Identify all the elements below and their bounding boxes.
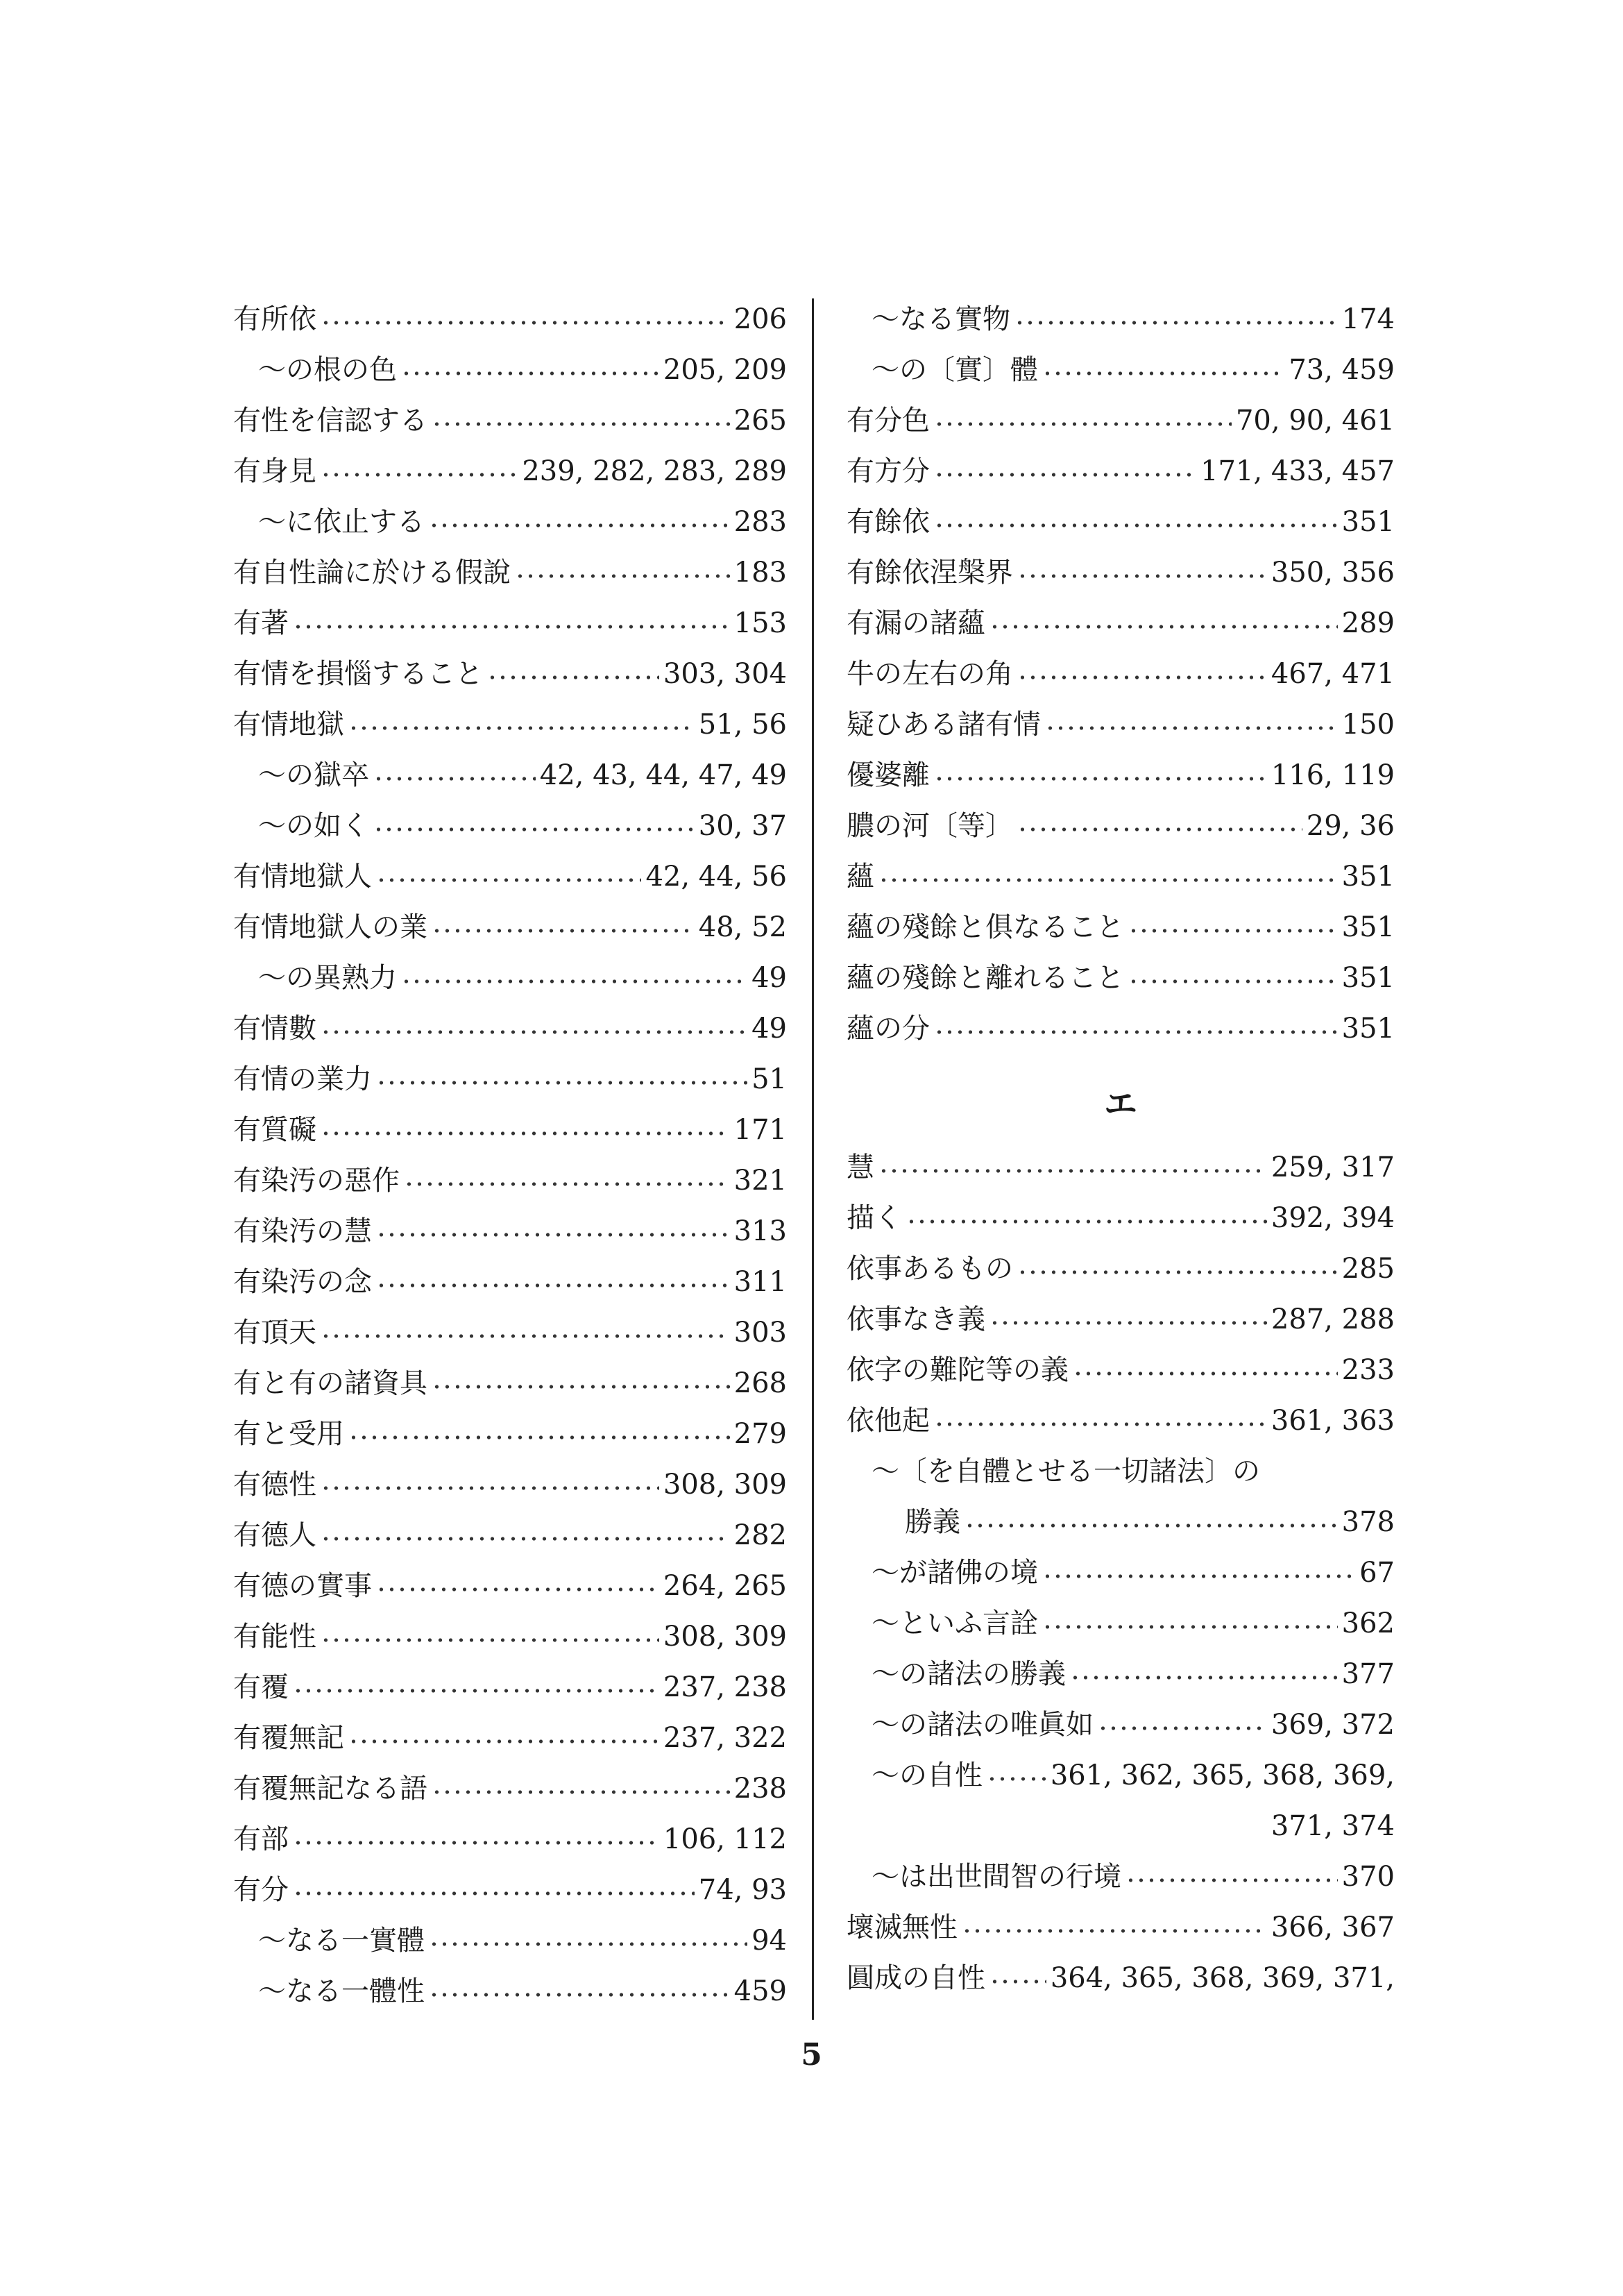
- dot-leader: [1014, 317, 1338, 328]
- entry-pages: 239, 282, 283, 289: [522, 455, 787, 487]
- entry-pages: 171: [733, 1114, 787, 1146]
- entry-term: 〜なる實物: [872, 303, 1010, 335]
- index-entry: [847, 1801, 1395, 1852]
- page-number: 5: [801, 2037, 822, 2073]
- entry-term: 圓成の自性: [847, 1962, 985, 1994]
- index-entry: [233, 1257, 787, 1308]
- index-entry: [847, 700, 1395, 750]
- entry-term: 依事あるもの: [847, 1253, 1013, 1285]
- index-column-right: [847, 294, 1395, 2004]
- index-entry: [233, 1054, 787, 1105]
- entry-term: 有覆無記: [233, 1722, 344, 1754]
- dot-leader: [1098, 1723, 1267, 1734]
- entry-pages: 351: [1341, 962, 1395, 994]
- entry-term: 有情地獄: [233, 709, 344, 741]
- index-entry: [233, 1460, 787, 1510]
- entry-pages: 283: [733, 506, 787, 538]
- index-entry: [847, 1649, 1395, 1700]
- index-entry: [233, 446, 787, 497]
- dot-leader: [429, 1939, 747, 1950]
- dot-leader: [906, 1216, 1267, 1227]
- dot-leader: [376, 875, 641, 886]
- entry-term: 有情地獄人の業: [233, 911, 427, 943]
- dot-leader: [293, 1888, 695, 1899]
- entry-pages: 289: [1341, 607, 1395, 639]
- index-entry: [233, 902, 787, 953]
- dot-leader: [487, 672, 659, 683]
- section-heading-e: エ: [1103, 1085, 1137, 1124]
- dot-leader: [376, 1584, 659, 1595]
- dot-leader: [934, 1027, 1338, 1038]
- entry-term: 〜の獄卒: [258, 759, 369, 791]
- entry-term: 蘊の殘餘と離れること: [847, 962, 1124, 994]
- index-entry: [847, 1598, 1395, 1649]
- entry-pages: 351: [1341, 861, 1395, 893]
- index-entry: [233, 396, 787, 446]
- entry-term: 牛の左右の角: [847, 658, 1013, 690]
- entry-term: 有染汚の念: [233, 1266, 372, 1298]
- dot-leader: [934, 520, 1338, 531]
- dot-leader: [321, 317, 730, 328]
- entry-term: 〜の諸法の唯眞如: [872, 1709, 1094, 1741]
- index-entry: [847, 1396, 1395, 1446]
- entry-term: 依事なき義: [847, 1303, 985, 1335]
- dot-leader: [429, 520, 730, 531]
- dot-leader: [321, 1483, 659, 1494]
- index-entry: [233, 345, 787, 396]
- dot-leader: [321, 1635, 659, 1646]
- entry-pages: 70, 90, 461: [1235, 405, 1395, 437]
- index-column-left: [233, 294, 787, 2017]
- entry-pages: 233: [1341, 1354, 1395, 1386]
- index-entry: [233, 1966, 787, 2017]
- entry-term: 描く: [847, 1202, 902, 1234]
- entry-term: 優婆離: [847, 759, 930, 791]
- index-entry: [847, 902, 1395, 953]
- dot-leader: [987, 1773, 1046, 1784]
- entry-term: 有覆無記なる語: [233, 1773, 427, 1805]
- index-entry: [847, 1294, 1395, 1345]
- dot-leader: [1125, 1875, 1338, 1886]
- entry-term: 有情地獄人: [233, 861, 372, 893]
- entry-pages: 459: [733, 1975, 787, 2007]
- dot-leader: [1017, 672, 1267, 683]
- dot-leader: [878, 875, 1338, 886]
- dot-leader: [348, 1736, 659, 1747]
- entry-term: 〜なる一實體: [258, 1925, 425, 1957]
- dot-leader: [1042, 368, 1284, 379]
- dot-leader: [376, 1077, 747, 1088]
- entry-term: 有餘依: [847, 506, 930, 538]
- index-entry: [233, 294, 787, 345]
- entry-pages: 378: [1341, 1506, 1395, 1538]
- entry-pages: 171, 433, 457: [1200, 455, 1395, 487]
- entry-pages: 238: [733, 1773, 787, 1805]
- entry-term: 有覆: [233, 1671, 289, 1703]
- entry-pages: 313: [733, 1215, 787, 1247]
- entry-pages: 279: [733, 1418, 787, 1450]
- entry-term: 〜の如く: [258, 810, 369, 842]
- dot-leader: [429, 1989, 730, 2000]
- entry-term: 有方分: [847, 455, 930, 487]
- entry-term: 〜の〔實〕體: [872, 354, 1038, 386]
- dot-leader: [404, 1179, 730, 1190]
- entry-pages: 351: [1341, 1013, 1395, 1045]
- index-entry: [233, 1561, 787, 1612]
- dot-leader: [293, 621, 730, 632]
- index-entry: [847, 1446, 1395, 1497]
- entry-pages: 467, 471: [1271, 658, 1395, 690]
- entry-term: 有性を信認する: [233, 405, 427, 437]
- entry-term: 有所依: [233, 303, 316, 335]
- entry-term: 有と受用: [233, 1418, 344, 1450]
- entry-pages: 321: [733, 1165, 787, 1197]
- index-entry: [847, 497, 1395, 548]
- index-entry: [233, 1004, 787, 1054]
- entry-term: 依他起: [847, 1405, 930, 1437]
- index-entry: [233, 1105, 787, 1156]
- entry-term: 有餘依涅槃界: [847, 557, 1013, 589]
- index-entry: [847, 852, 1395, 902]
- index-entry: [847, 1902, 1395, 1953]
- index-entry: [233, 852, 787, 902]
- entry-pages: 377: [1341, 1658, 1395, 1690]
- index-entry: [233, 953, 787, 1004]
- entry-pages: 153: [733, 607, 787, 639]
- entry-term: 有能性: [233, 1621, 316, 1653]
- entry-term: 蘊: [847, 861, 874, 893]
- entry-term: 有德の實事: [233, 1570, 372, 1602]
- dot-leader: [878, 1165, 1267, 1176]
- entry-term: 〜の自性: [872, 1759, 983, 1791]
- entry-term: 有分: [233, 1874, 289, 1906]
- dot-leader: [934, 419, 1232, 430]
- entry-pages: 74, 93: [698, 1874, 787, 1906]
- index-entry: [847, 548, 1395, 598]
- entry-pages: 264, 265: [663, 1570, 787, 1602]
- entry-pages: 29, 36: [1306, 810, 1395, 842]
- entry-pages: 42, 44, 56: [645, 861, 787, 893]
- entry-pages: 265: [733, 405, 787, 437]
- index-entry: [847, 1193, 1395, 1244]
- entry-term: 有自性論に於ける假說: [233, 557, 511, 589]
- dot-leader: [321, 1027, 747, 1038]
- index-entry: [847, 953, 1395, 1004]
- dot-leader: [401, 976, 747, 987]
- entry-pages: 362: [1341, 1607, 1395, 1639]
- entry-term: 有漏の諸蘊: [847, 607, 985, 639]
- entry-pages: 361, 363: [1271, 1405, 1395, 1437]
- entry-pages: 106, 112: [663, 1823, 787, 1855]
- entry-term: 慧: [847, 1151, 874, 1183]
- index-entry: [233, 801, 787, 852]
- entry-term: 〜の根の色: [258, 354, 397, 386]
- entry-pages: 282: [733, 1519, 787, 1551]
- entry-term: 有情數: [233, 1013, 316, 1045]
- entry-pages: 311: [733, 1266, 787, 1298]
- index-entry: [847, 396, 1395, 446]
- entry-term: 有德性: [233, 1469, 316, 1501]
- dot-leader: [1042, 1621, 1338, 1632]
- entry-pages: 67: [1359, 1557, 1395, 1589]
- index-entry: [233, 700, 787, 750]
- entry-term: 有身見: [233, 455, 316, 487]
- dot-leader: [321, 1331, 730, 1342]
- entry-term: 〜の異熟力: [258, 962, 397, 994]
- index-entry: [847, 750, 1395, 801]
- entry-term: 有部: [233, 1823, 289, 1855]
- index-entry: [233, 1409, 787, 1460]
- dot-leader: [1017, 824, 1302, 835]
- entry-term: 有染汚の惡作: [233, 1165, 400, 1197]
- entry-term: 有分色: [847, 405, 930, 437]
- index-entry: [233, 1206, 787, 1257]
- entry-pages: 49: [751, 962, 787, 994]
- index-entry: [233, 1358, 787, 1409]
- entry-pages: 285: [1341, 1253, 1395, 1285]
- entry-pages: 73, 459: [1289, 354, 1395, 386]
- index-entry: [847, 801, 1395, 852]
- entry-pages: 366, 367: [1271, 1911, 1395, 1943]
- dot-leader: [989, 1976, 1046, 1987]
- entry-pages: 51: [751, 1063, 787, 1095]
- dot-leader: [376, 1280, 730, 1291]
- index-entry: [847, 598, 1395, 649]
- dot-leader: [432, 1787, 730, 1798]
- entry-pages: 350, 356: [1271, 557, 1395, 589]
- dot-leader: [1128, 925, 1338, 936]
- dot-leader: [293, 1837, 659, 1848]
- index-entry: [847, 1244, 1395, 1294]
- entry-term: 依字の難陀等の義: [847, 1354, 1069, 1386]
- entry-pages: 364, 365, 368, 369, 371,: [1050, 1962, 1395, 1994]
- dot-leader: [348, 1432, 730, 1443]
- index-entry: [847, 1852, 1395, 1902]
- entry-pages: 371, 374: [1271, 1810, 1395, 1842]
- dot-leader: [934, 1419, 1267, 1430]
- entry-pages: 42, 43, 44, 47, 49: [539, 759, 787, 791]
- entry-pages: 48, 52: [698, 911, 787, 943]
- dot-leader: [432, 419, 730, 430]
- dot-leader: [1128, 976, 1338, 987]
- entry-pages: 308, 309: [663, 1469, 787, 1501]
- entry-term: 壞滅無性: [847, 1911, 958, 1943]
- entry-pages: 150: [1341, 709, 1395, 741]
- dot-leader: [1042, 1571, 1355, 1582]
- entry-pages: 116, 119: [1271, 759, 1395, 791]
- dot-leader: [321, 469, 518, 480]
- index-entry: [847, 1004, 1395, 1054]
- dot-leader: [934, 773, 1267, 784]
- entry-pages: 303: [733, 1317, 787, 1349]
- entry-pages: 205, 209: [663, 354, 787, 386]
- index-entry: [847, 1953, 1395, 2004]
- index-entry: [233, 548, 787, 598]
- dot-leader: [1017, 1267, 1338, 1278]
- entry-term: 〜に依止する: [258, 506, 425, 538]
- index-entry: [233, 1713, 787, 1764]
- entry-pages: 287, 288: [1271, 1303, 1395, 1335]
- dot-leader: [432, 1381, 730, 1392]
- dot-leader: [373, 824, 695, 835]
- dot-leader: [401, 368, 659, 379]
- entry-term: 勝義: [905, 1506, 960, 1538]
- entry-term: 蘊の分: [847, 1013, 930, 1045]
- index-entry: [233, 497, 787, 548]
- index-entry: [233, 1308, 787, 1358]
- index-entry: [847, 1750, 1395, 1801]
- column-divider: [812, 298, 814, 2020]
- entry-pages: 259, 317: [1271, 1151, 1395, 1183]
- entry-pages: 361, 362, 365, 368, 369,: [1050, 1759, 1395, 1791]
- dot-leader: [962, 1925, 1267, 1936]
- entry-term: 〜が諸佛の境: [872, 1557, 1038, 1589]
- entry-term: 〜の諸法の勝義: [872, 1658, 1066, 1690]
- entry-pages: 183: [733, 557, 787, 589]
- index-entry: [847, 294, 1395, 345]
- index-entry: [233, 1662, 787, 1713]
- index-entry: [233, 1865, 787, 1916]
- index-entry: [233, 1156, 787, 1206]
- entry-pages: 237, 238: [663, 1671, 787, 1703]
- entry-term: 〜〔を自體とせる一切諸法〕の: [872, 1455, 1260, 1487]
- dot-leader: [321, 1533, 730, 1544]
- entry-term: 〜なる一體性: [258, 1975, 425, 2007]
- index-entry: [847, 1700, 1395, 1750]
- entry-pages: 174: [1341, 303, 1395, 335]
- index-entry: [847, 649, 1395, 700]
- index-entry: [233, 750, 787, 801]
- index-entry: [233, 649, 787, 700]
- entry-term: 有情を損惱すること: [233, 658, 483, 690]
- dot-leader: [965, 1520, 1338, 1531]
- entry-pages: 49: [751, 1013, 787, 1045]
- entry-pages: 392, 394: [1271, 1202, 1395, 1234]
- entry-pages: 268: [733, 1367, 787, 1399]
- entry-pages: 51, 56: [698, 709, 787, 741]
- entry-pages: 351: [1341, 506, 1395, 538]
- index-entry: [233, 1612, 787, 1662]
- index-entry: [233, 1510, 787, 1561]
- entry-term: 有染汚の慧: [233, 1215, 372, 1247]
- index-entry: [233, 1764, 787, 1814]
- dot-leader: [1070, 1672, 1338, 1683]
- dot-leader: [373, 773, 536, 784]
- entry-pages: 369, 372: [1271, 1709, 1395, 1741]
- entry-term: 〜といふ言詮: [872, 1607, 1038, 1639]
- dot-leader: [293, 1685, 659, 1696]
- dot-leader: [989, 1317, 1267, 1328]
- index-entry: [847, 1345, 1395, 1396]
- index-entry: [847, 345, 1395, 396]
- index-entry: [847, 1548, 1395, 1598]
- index-entry: [233, 1916, 787, 1966]
- dot-leader: [934, 469, 1196, 480]
- entry-pages: 351: [1341, 911, 1395, 943]
- index-entry: [847, 1142, 1395, 1193]
- entry-term: 有と有の諸資具: [233, 1367, 427, 1399]
- index-entry: [847, 446, 1395, 497]
- entry-term: 有質礙: [233, 1114, 316, 1146]
- entry-term: 有情の業力: [233, 1063, 372, 1095]
- index-entry: [233, 1814, 787, 1865]
- entry-term: 有頂天: [233, 1317, 316, 1349]
- dot-leader: [1017, 571, 1267, 582]
- entry-pages: 30, 37: [698, 810, 787, 842]
- entry-pages: 94: [751, 1925, 787, 1957]
- dot-leader: [1045, 723, 1338, 734]
- index-group-u: [847, 294, 1395, 1054]
- entry-term: 有德人: [233, 1519, 316, 1551]
- entry-term: 疑ひある諸有情: [847, 709, 1041, 741]
- entry-pages: 303, 304: [663, 658, 787, 690]
- dot-leader: [1073, 1368, 1338, 1379]
- dot-leader: [376, 1229, 730, 1240]
- entry-term: 〜は出世間智の行境: [872, 1861, 1121, 1893]
- entry-pages: 370: [1341, 1861, 1395, 1893]
- index-entry: [847, 1497, 1395, 1548]
- entry-pages: 308, 309: [663, 1621, 787, 1653]
- dot-leader: [989, 621, 1338, 632]
- entry-term: 膿の河〔等〕: [847, 810, 1013, 842]
- index-group-e: [847, 1142, 1395, 2004]
- dot-leader: [515, 571, 730, 582]
- index-entry: [233, 598, 787, 649]
- entry-term: 有著: [233, 607, 289, 639]
- entry-pages: 206: [733, 303, 787, 335]
- entry-pages: 237, 322: [663, 1722, 787, 1754]
- dot-leader: [432, 925, 695, 936]
- dot-leader: [321, 1128, 730, 1139]
- dot-leader: [348, 723, 695, 734]
- entry-term: 蘊の殘餘と俱なること: [847, 911, 1124, 943]
